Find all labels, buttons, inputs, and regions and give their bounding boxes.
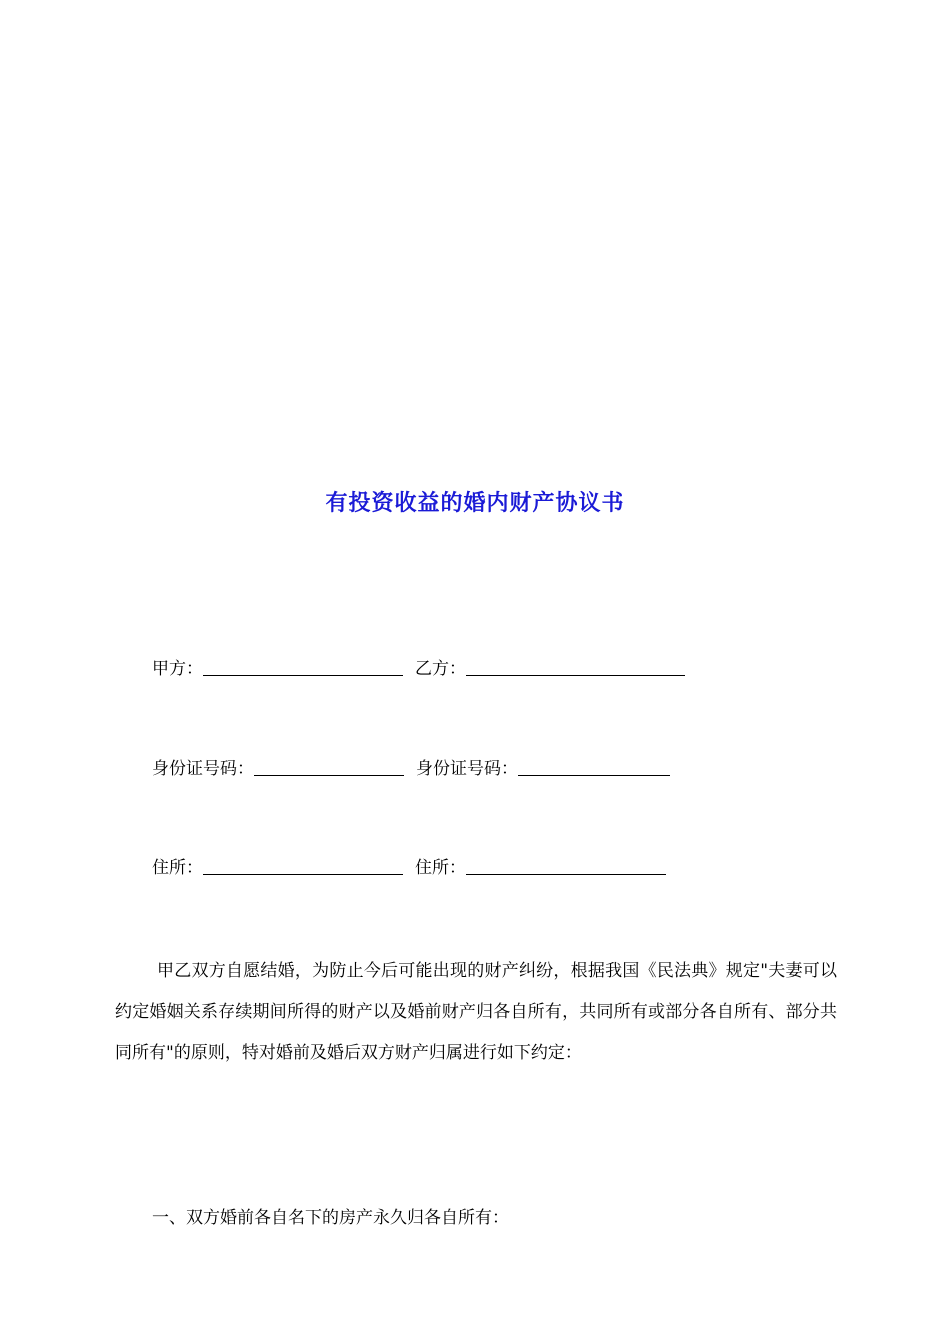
party-b-blank bbox=[466, 655, 685, 676]
id-b-blank bbox=[518, 755, 670, 776]
id-number-row bbox=[152, 755, 670, 783]
id-label-b: 身份证号码： bbox=[416, 759, 518, 779]
clause-1: 一、双方婚前各自名下的房产永久归各自所有： bbox=[152, 1208, 509, 1228]
party-a-label: 甲方： bbox=[152, 659, 203, 679]
document-title: 有投资收益的婚内财产协议书 bbox=[325, 490, 625, 516]
id-label-a: 身份证号码： bbox=[152, 759, 254, 779]
address-b-blank bbox=[466, 854, 666, 875]
id-a-blank bbox=[254, 755, 404, 776]
party-a-blank bbox=[203, 655, 403, 676]
preamble-paragraph: 甲乙双方自愿结婚，为防止今后可能出现的财产纠纷，根据我国《民法典》规定"夫妻可以约定婚姻关系存续期间所得的财产以及婚前财产归各自所有，共同所有或部分各自所有、部分共同所有"的原则，特对婚前及婚后双方财产归属进行如下约定： bbox=[115, 961, 837, 1063]
address-label-b: 住所： bbox=[415, 858, 466, 878]
address-label-a: 住所： bbox=[152, 858, 203, 878]
party-row bbox=[152, 655, 685, 683]
party-b-label: 乙方： bbox=[415, 659, 466, 679]
address-a-blank bbox=[203, 854, 403, 875]
address-row bbox=[152, 854, 666, 882]
